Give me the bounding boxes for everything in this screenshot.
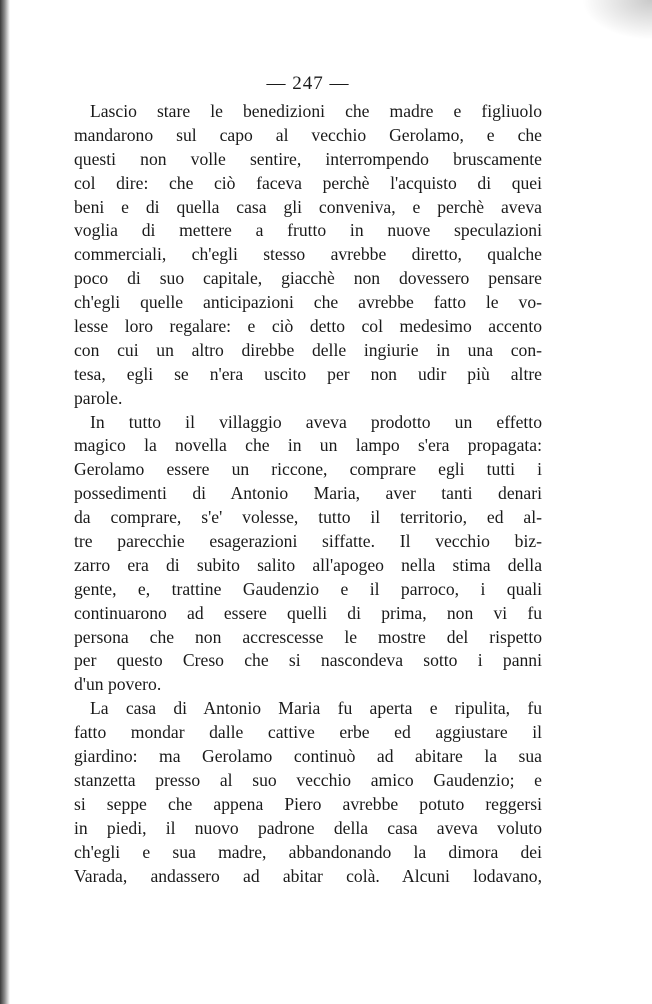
text-line: Gerolamo essere un riccone, comprare egli tutti i bbox=[74, 459, 542, 480]
text-line: da comprare, s'e' volesse, tutto il territorio, ed al- bbox=[74, 507, 542, 528]
text-line: poco di suo capitale, giacchè non dovessero pensare bbox=[74, 268, 542, 289]
text-line: continuarono ad essere quelli di prima, non vi fu bbox=[74, 602, 542, 623]
book-page bbox=[74, 70, 542, 888]
text-line: tre parecchie esagerazioni siffatte. Il vecchio biz- bbox=[74, 531, 542, 552]
text-line: si seppe che appena Piero avrebbe potuto reggersi bbox=[74, 793, 542, 814]
body-text bbox=[74, 100, 542, 888]
text-line: commerciali, ch'egli stesso avrebbe diretto, qualche bbox=[74, 244, 542, 265]
text-line: mandarono sul capo al vecchio Gerolamo, e che bbox=[74, 124, 542, 145]
text-line: questi non volle sentire, interrompendo bruscamente bbox=[74, 148, 542, 169]
text-line: d'un povero. bbox=[74, 674, 162, 695]
text-line: possedimenti di Antonio Maria, aver tanti denari bbox=[74, 483, 542, 504]
text-line: voglia di mettere a frutto in nuove speculazioni bbox=[74, 220, 542, 241]
page-edge-shadow bbox=[0, 0, 10, 1004]
text-line: giardino: ma Gerolamo continuò ad abitare la sua bbox=[74, 746, 542, 767]
text-line: gente, e, trattine Gaudenzio e il parroco, i quali bbox=[74, 578, 542, 599]
text-line: La casa di Antonio Maria fu aperta e ripulita, fu bbox=[90, 698, 542, 719]
text-line: ch'egli quelle anticipazioni che avrebbe fatto le vo- bbox=[74, 292, 542, 313]
text-line: tesa, egli se n'era uscito per non udir più altre bbox=[74, 363, 542, 384]
text-line: magico la novella che in un lampo s'era propagata: bbox=[74, 435, 542, 456]
corner-shadow bbox=[582, 0, 652, 40]
text-line: ch'egli e sua madre, abbandonando la dimora dei bbox=[74, 841, 542, 862]
text-line: stanzetta presso al suo vecchio amico Gaudenzio; e bbox=[74, 769, 542, 790]
text-line: col dire: che ciò faceva perchè l'acquisto di quei bbox=[74, 172, 542, 193]
text-line: In tutto il villaggio aveva prodotto un effetto bbox=[90, 411, 542, 432]
page-number: — 247 — bbox=[266, 73, 350, 94]
text-line: beni e di quella casa gli conveniva, e perchè aveva bbox=[74, 196, 542, 217]
text-line: Lascio stare le benedizioni che madre e figliuolo bbox=[90, 101, 542, 121]
text-line: per questo Creso che si nascondeva sotto i panni bbox=[74, 650, 542, 671]
text-line: con cui un altro direbbe delle ingiurie in una con- bbox=[74, 339, 542, 360]
text-line: persona che non accrescesse le mostre del rispetto bbox=[74, 626, 542, 647]
text-line: zarro era di subito salito all'apogeo nella stima della bbox=[74, 554, 542, 575]
text-line: parole. bbox=[74, 387, 123, 408]
text-line: lesse loro regalare: e ciò detto col medesimo accento bbox=[74, 316, 542, 337]
text-line: in piedi, il nuovo padrone della casa aveva voluto bbox=[74, 817, 542, 838]
text-line: Varada, andassero ad abitar colà. Alcuni lodavano, bbox=[74, 865, 542, 886]
text-line: fatto mondar dalle cattive erbe ed aggiustare il bbox=[74, 722, 542, 743]
